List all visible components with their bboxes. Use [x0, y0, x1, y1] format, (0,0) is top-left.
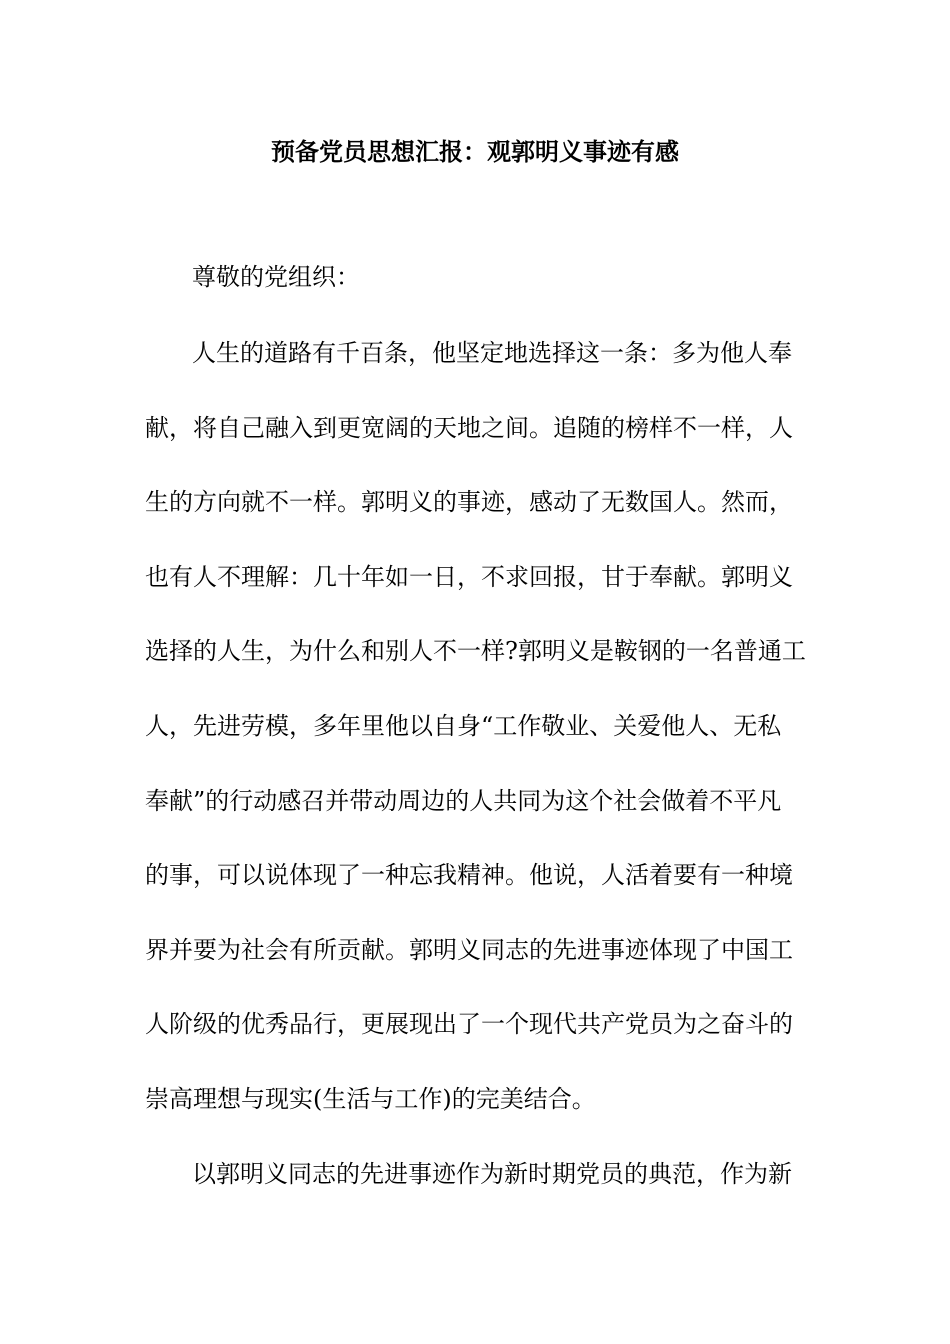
paragraph-line: 献，将自己融入到更宽阔的天地之间。追随的榜样不一样，人 — [145, 414, 793, 442]
paragraph-line: 人，先进劳模，多年里他以自身“工作敬业、关爱他人、无私 — [145, 712, 782, 740]
paragraph-line: 生的方向就不一样。郭明义的事迹，感动了无数国人。然而， — [145, 488, 793, 516]
paragraph-line: 选择的人生，为什么和别人不一样?郭明义是鞍钢的一名普通工 — [145, 637, 806, 665]
paragraph-line: 崇高理想与现实(生活与工作)的完美结合。 — [145, 1085, 596, 1113]
paragraph-line: 奉献”的行动感召并带动周边的人共同为这个社会做着不平凡 — [145, 787, 782, 815]
paragraph-line: 也有人不理解：几十年如一日，不求回报，甘于奉献。郭明义 — [145, 563, 793, 591]
salutation: 尊敬的党组织： — [192, 263, 360, 291]
paragraph-line: 界并要为社会有所贡献。郭明义同志的先进事迹体现了中国工 — [145, 936, 793, 964]
paragraph-line: 人阶级的优秀品行，更展现出了一个现代共产党员为之奋斗的 — [145, 1010, 793, 1038]
paragraph-line: 人生的道路有千百条，他坚定地选择这一条：多为他人奉 — [192, 339, 792, 367]
paragraph-line: 以郭明义同志的先进事迹作为新时期党员的典范，作为新 — [192, 1160, 792, 1188]
document-title: 预备党员思想汇报：观郭明义事迹有感 — [271, 137, 679, 166]
paragraph-line: 的事，可以说体现了一种忘我精神。他说，人活着要有一种境 — [145, 861, 793, 889]
